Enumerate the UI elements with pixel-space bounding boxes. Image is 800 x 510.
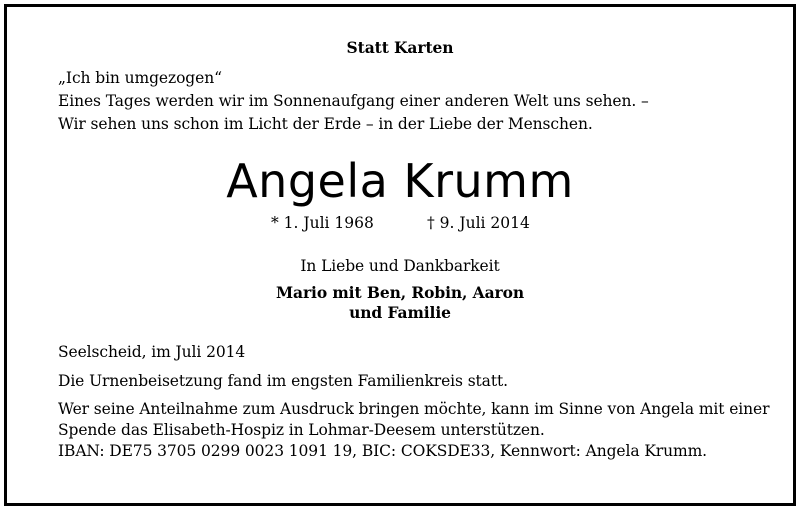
mourners-names-line-1: Mario mit Ben, Robin, Aaron [275,283,524,302]
mourners-names-line-2: und Familie [349,303,451,322]
poem-line-1: „Ich bin umgezogen“ [58,69,222,87]
poem-line-3: Wir sehen uns schon im Licht der Erde – in der Liebe der Menschen. [58,115,593,133]
poem-line-2: Eines Tages werden wir im Sonnenaufgang einer anderen Welt uns sehen. – [58,92,649,110]
mourners-intro: In Liebe und Dankbarkeit [300,257,500,275]
donation-line-2: Spende das Elisabeth-Hospiz in Lohmar-Deesem unterstützen. [58,421,545,439]
burial-note: Die Urnenbeisetzung fand im engsten Familienkreis statt. [58,372,508,390]
birth-date: * 1. Juli 1968 [271,214,374,232]
header-title: Statt Karten [346,38,454,57]
donation-line-1: Wer seine Anteilnahme zum Ausdruck bringen möchte, kann im Sinne von Angela mit einer [58,400,770,418]
deceased-name: Angela Krumm [226,154,574,208]
donation-line-3: IBAN: DE75 3705 0299 0023 1091 19, BIC: COKSDE33, Kennwort: Angela Krumm. [58,442,708,460]
death-date: † 9. Juli 2014 [427,214,530,232]
place-date: Seelscheid, im Juli 2014 [58,343,246,361]
